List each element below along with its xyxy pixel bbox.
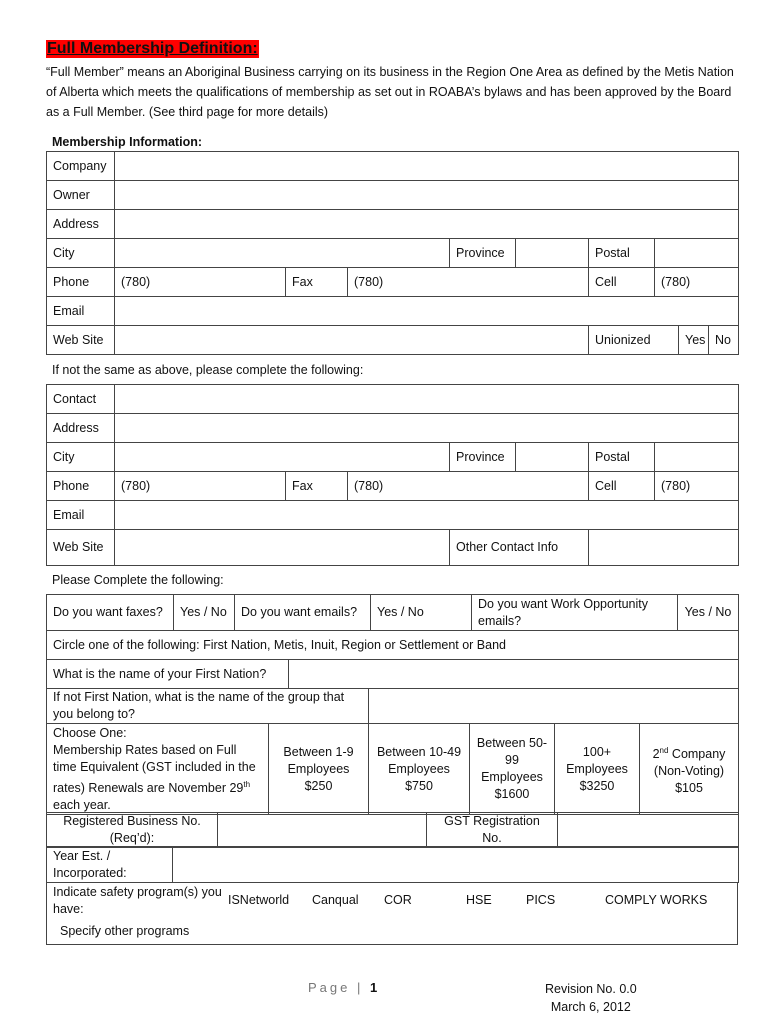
email-label: Email (47, 297, 115, 326)
group-question: If not First Nation, what is the name of the group that you belong to? (47, 689, 369, 724)
contact-field[interactable] (115, 385, 739, 414)
registered-business-label: Registered Business No. (Req’d): (47, 813, 218, 848)
preferences-table (46, 594, 739, 660)
unionized-no[interactable]: No (709, 326, 739, 355)
contact-label: Contact (47, 385, 115, 414)
safety-isnetworld[interactable]: ISNetworld (228, 893, 290, 907)
page-title: Full Membership Definition: (47, 40, 258, 57)
rate-option-3[interactable] (470, 724, 555, 815)
alt-email-field[interactable] (115, 501, 739, 530)
city-label: City (47, 239, 115, 268)
gst-registration-field[interactable] (558, 813, 739, 848)
revision-number: Revision No. 0.0 (545, 982, 637, 996)
province-label: Province (450, 239, 516, 268)
choose-one-label: Choose One: (53, 726, 127, 740)
safety-comply-works[interactable]: COMPLY WORKS (605, 893, 708, 907)
group-field[interactable] (369, 689, 739, 724)
rate-option-4[interactable] (555, 724, 640, 815)
second-company-num: 2 (652, 746, 660, 761)
first-nation-question: What is the name of your First Nation? (47, 660, 289, 689)
safety-question: Indicate safety program(s) you have: (53, 885, 222, 916)
alt-address-label: Address (47, 414, 115, 443)
second-company-label: Company (Non-Voting) (653, 746, 726, 778)
alt-postal-field[interactable] (655, 443, 739, 472)
rate-option-price: $750 (405, 778, 433, 793)
faxes-yes-no[interactable]: Yes / No (174, 595, 235, 631)
nation-table (46, 659, 739, 724)
safety-hse[interactable]: HSE (466, 893, 492, 907)
fax-field[interactable]: (780) (348, 268, 589, 297)
email-field[interactable] (115, 297, 739, 326)
rate-option-price: $250 (304, 778, 333, 793)
address-label: Address (47, 210, 115, 239)
alt-province-label: Province (450, 443, 516, 472)
emails-yes-no[interactable]: Yes / No (371, 595, 472, 631)
alt-phone-field[interactable]: (780) (115, 472, 286, 501)
revision-block (545, 980, 637, 1016)
postal-field[interactable] (655, 239, 739, 268)
rates-explanation: Membership Rates based on Full time Equivalent (GST included in the rates) Renewals are November 29 (53, 743, 256, 796)
emails-question: Do you want emails? (235, 595, 371, 631)
rate-option-second-company[interactable] (640, 724, 739, 815)
other-contact-field[interactable] (589, 530, 739, 566)
year-table (46, 846, 739, 883)
unionized-label: Unionized (589, 326, 679, 355)
rate-option-price: $1600 (494, 787, 530, 802)
other-contact-label: Other Contact Info (450, 530, 589, 566)
membership-table (46, 151, 739, 355)
fax-label: Fax (286, 268, 348, 297)
alt-cell-field[interactable]: (780) (655, 472, 739, 501)
rate-option-label: 100+ Employees (566, 744, 628, 776)
cell-field[interactable]: (780) (655, 268, 739, 297)
alt-postal-label: Postal (589, 443, 655, 472)
circle-one-row[interactable]: Circle one of the following: First Nation, Metis, Inuit, Region or Settlement or Band (47, 631, 739, 660)
rates-sup: th (243, 780, 251, 789)
alt-email-label: Email (47, 501, 115, 530)
page-label: Page (308, 980, 351, 995)
rate-option-2[interactable] (369, 724, 470, 815)
alt-city-field[interactable] (115, 443, 450, 472)
second-company-price: $105 (675, 780, 703, 795)
alt-website-label: Web Site (47, 530, 115, 566)
alt-fax-label: Fax (286, 472, 348, 501)
alt-address-field[interactable] (115, 414, 739, 443)
phone-field[interactable]: (780) (115, 268, 286, 297)
alt-website-field[interactable] (115, 530, 450, 566)
year-est-field[interactable] (173, 847, 739, 883)
phone-label: Phone (47, 268, 115, 297)
address-field[interactable] (115, 210, 739, 239)
alt-contact-table (46, 384, 739, 566)
cell-label: Cell (589, 268, 655, 297)
company-field[interactable] (115, 152, 739, 181)
registered-business-field[interactable] (218, 813, 427, 848)
owner-label: Owner (47, 181, 115, 210)
safety-canqual[interactable]: Canqual (312, 893, 359, 907)
rates-description (47, 724, 269, 815)
alt-province-field[interactable] (516, 443, 589, 472)
page-number: Page | 1 (308, 980, 378, 995)
safety-pics[interactable]: PICS (526, 893, 556, 907)
gst-registration-label: GST Registration No. (427, 813, 558, 848)
page-num: 1 (369, 980, 378, 995)
rate-option-price: $3250 (579, 778, 615, 793)
alt-heading: If not the same as above, please complete the following: (52, 363, 364, 377)
rate-option-1[interactable] (269, 724, 369, 815)
safety-programs-box (46, 882, 738, 945)
province-field[interactable] (516, 239, 589, 268)
website-label: Web Site (47, 326, 115, 355)
other-programs-label: Specify other programs (60, 924, 190, 938)
registration-table (46, 812, 739, 848)
rate-option-label: Between 10-49 Employees (376, 744, 462, 776)
complete-heading: Please Complete the following: (52, 573, 224, 587)
year-est-label: Year Est. / Incorporated: (47, 847, 173, 883)
first-nation-field[interactable] (289, 660, 739, 689)
membership-heading: Membership Information: (52, 135, 203, 149)
owner-field[interactable] (115, 181, 739, 210)
work-opportunity-question: Do you want Work Opportunity emails? (472, 595, 678, 631)
rates-explanation-end: each year. (53, 798, 111, 813)
work-opportunity-yes-no[interactable]: Yes / No (678, 595, 739, 631)
website-field[interactable] (115, 326, 589, 355)
safety-cor[interactable]: COR (384, 893, 412, 907)
alt-fax-field[interactable]: (780) (348, 472, 589, 501)
alt-phone-label: Phone (47, 472, 115, 501)
company-label: Company (47, 152, 115, 181)
unionized-yes[interactable]: Yes (679, 326, 709, 355)
rate-option-label: Between 1-9 Employees (283, 744, 354, 776)
rates-table (46, 723, 739, 815)
alt-city-label: City (47, 443, 115, 472)
rate-option-label: Between 50-99 Employees (476, 736, 548, 785)
second-company-sup: nd (659, 745, 669, 755)
intro-paragraph: “Full Member” means an Aboriginal Business carrying on its business in the Region One Area as defined by the Metis Nation of Alberta which meets the qualifications of membership as set out in ROABA’s bylaws and has been approved by the Board as a Full Member. (See third page for more details) (46, 65, 734, 119)
postal-label: Postal (589, 239, 655, 268)
faxes-question: Do you want faxes? (47, 595, 174, 631)
revision-date: March 6, 2012 (550, 1000, 631, 1014)
alt-cell-label: Cell (589, 472, 655, 501)
city-field[interactable] (115, 239, 450, 268)
